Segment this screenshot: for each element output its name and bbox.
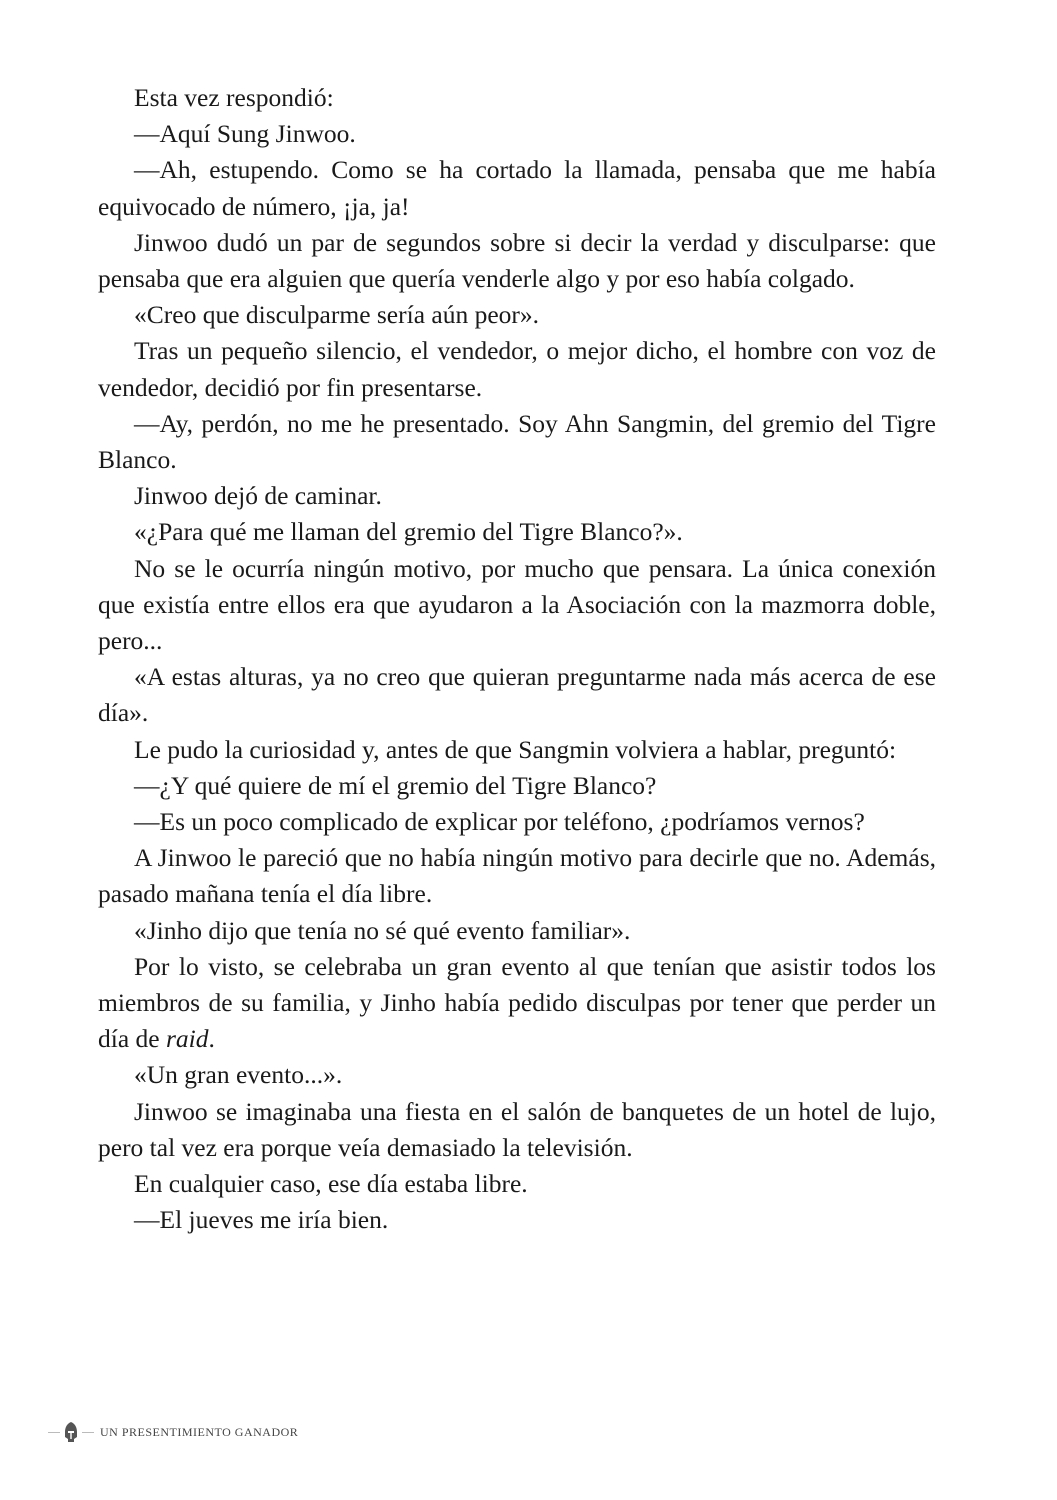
paragraph: No se le ocurría ningún motivo, por mucho que pensara. La única conexión que existía entre ellos era que ayudaron a la Asociación con la mazmorra doble, pero... (98, 553, 936, 656)
paragraph: «Creo que disculparme sería aún peor». (134, 300, 540, 330)
page-footer (48, 1420, 298, 1444)
ornament-line (82, 1432, 94, 1433)
paragraph: Jinwoo se imaginaba una fiesta en el salón de banquetes de un hotel de lujo, pero tal vez era porque veía demasiado la televisión. (98, 1096, 936, 1162)
paragraph: Esta vez respondió: (134, 83, 334, 112)
paragraph: «¿Para qué me llaman del gremio del Tigre Blanco?». (134, 517, 683, 547)
footer-ornament (48, 1420, 94, 1444)
paragraph: «A estas alturas, ya no creo que quieran preguntarme nada más acerca de ese día». (98, 662, 936, 728)
paragraph: —¿Y qué quiere de mí el gremio del Tigre Blanco? (134, 770, 657, 800)
italic-term: raid (165, 1024, 209, 1054)
paragraph-text: Por lo visto, se celebraba un gran evento al que tenían que asistir todos los miembros de su familia, y Jinho había pedido disculpas por tener que perder un día de (98, 951, 936, 1054)
ornament-line (48, 1432, 60, 1433)
paragraph: Le pudo la curiosidad y, antes de que Sangmin volviera a hablar, preguntó: (134, 734, 897, 764)
helmet-emblem-icon (60, 1420, 82, 1444)
paragraph: —Aquí Sung Jinwoo. (134, 119, 356, 149)
paragraph (98, 949, 936, 1058)
paragraph: —Ay, perdón, no me he presentado. Soy Ahn Sangmin, del gremio del Tigre Blanco. (98, 408, 936, 475)
paragraph-text: . (208, 1024, 215, 1054)
paragraph: «Un gran evento...». (134, 1060, 343, 1090)
paragraph: «Jinho dijo que tenía no sé qué evento familiar». (134, 915, 631, 945)
page-body (98, 80, 936, 1239)
paragraph: Tras un pequeño silencio, el vendedor, o mejor dicho, el hombre con voz de vendedor, decidió por fin presentarse. (98, 336, 936, 402)
running-title: UN PRESENTIMIENTO GANADOR (100, 1424, 299, 1439)
paragraph: Jinwoo dejó de caminar. (134, 481, 382, 511)
paragraph: —Ah, estupendo. Como se ha cortado la llamada, pensaba que me había equivocado de número, ¡ja, ja! (98, 155, 936, 221)
paragraph: —El jueves me iría bien. (134, 1205, 389, 1235)
paragraph: En cualquier caso, ese día estaba libre. (134, 1169, 528, 1199)
paragraph: —Es un poco complicado de explicar por teléfono, ¿podríamos vernos? (134, 807, 865, 837)
paragraph: Jinwoo dudó un par de segundos sobre si decir la verdad y disculparse: que pensaba que era alguien que quería venderle algo y por eso había colgado. (98, 227, 936, 294)
paragraph: A Jinwoo le pareció que no había ningún motivo para decirle que no. Además, pasado mañana tenía el día libre. (98, 843, 936, 909)
